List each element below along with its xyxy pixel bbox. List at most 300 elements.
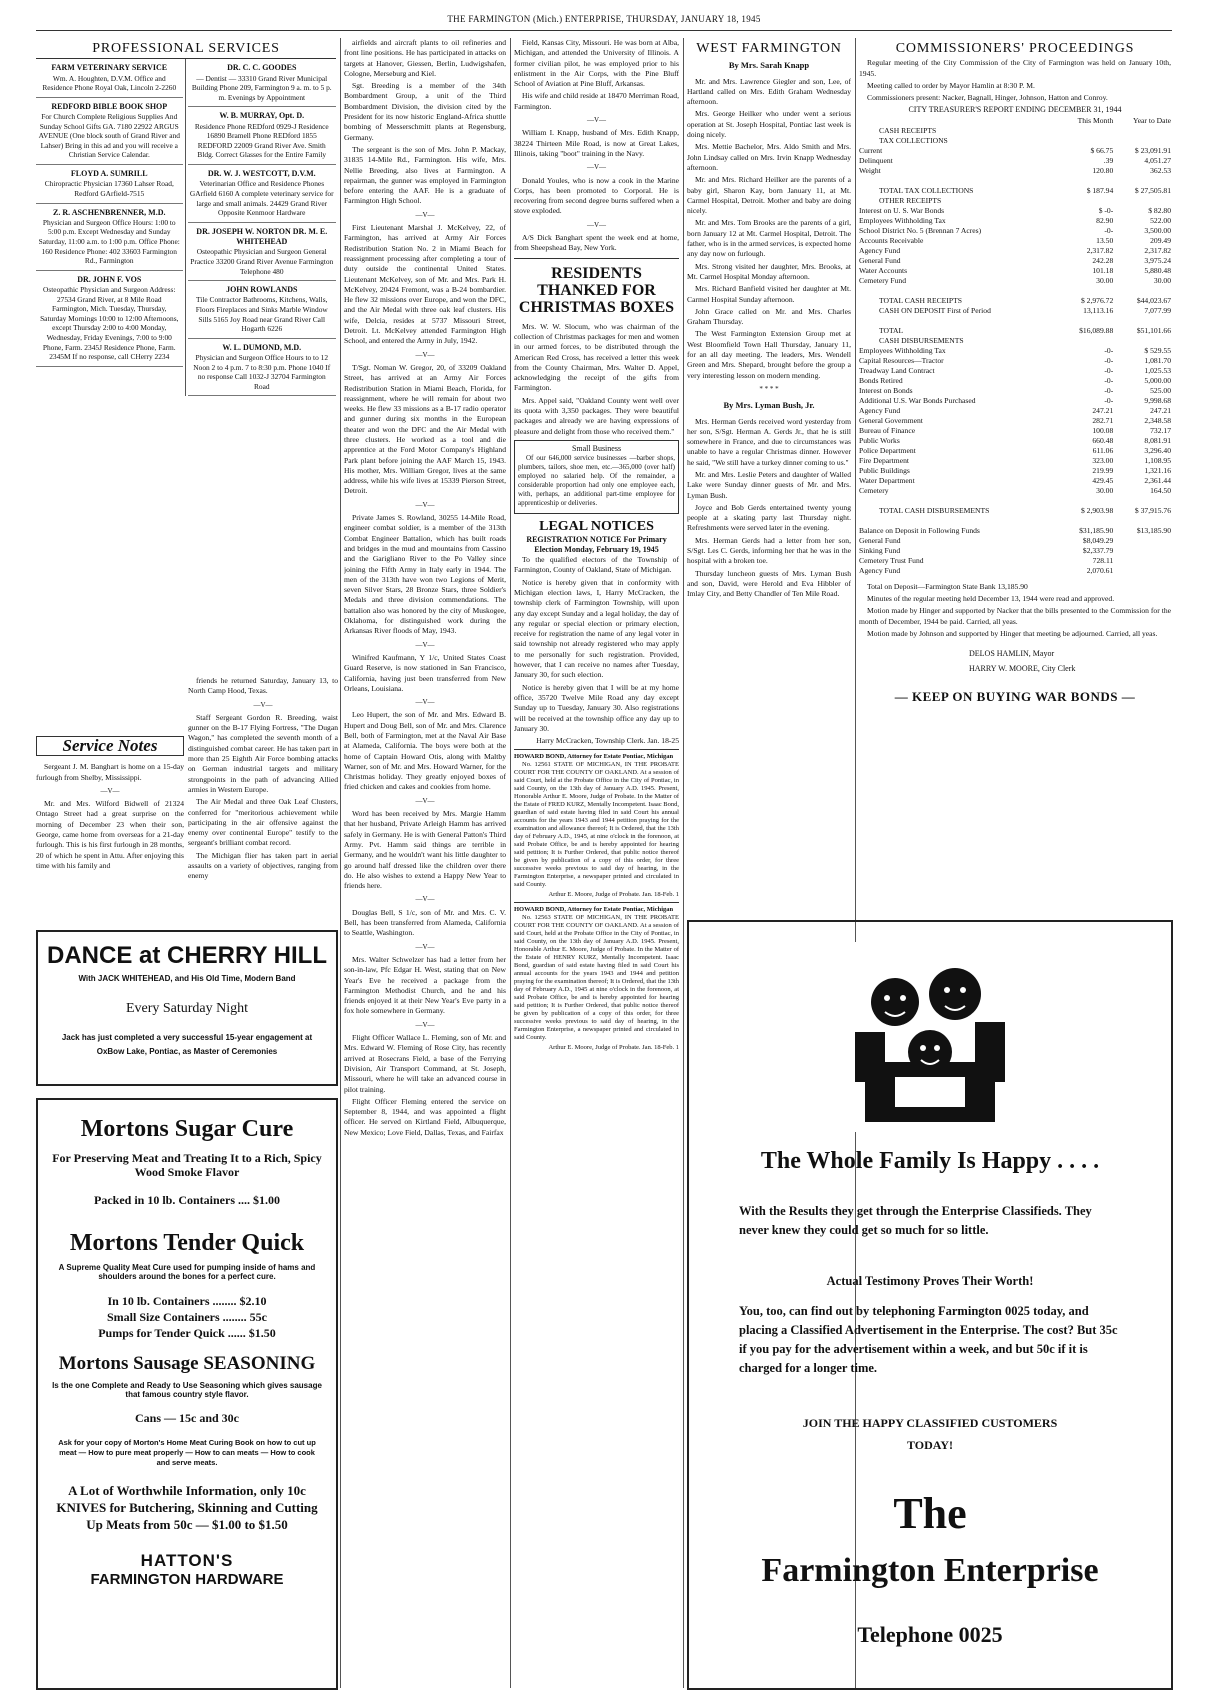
report-amount: 2,361.44 [1144,475,1171,485]
report-label: Employees Withholding Tax [859,215,946,225]
report-row [859,476,1171,486]
report-amount: 2,348.58 [1144,415,1171,425]
report-label: School District No. 5 (Brennan 7 Acres) [859,225,982,235]
ad-text: A Lot of Worthwhile Information, only 10c [68,1483,306,1498]
report-amount: -0- [1104,345,1114,355]
report-row [859,226,1171,236]
column-news-legal [514,38,679,1688]
report-label: General Fund [859,255,901,265]
separator: —V— [415,640,435,649]
hardware-logo: FARMINGTON HARDWARE [90,1571,284,1588]
report-amount: 164.50 [1150,485,1171,495]
report-amount: 100.08 [1092,425,1114,435]
report-amount: 728.11 [1092,555,1114,565]
west-farmington-column [687,38,851,1048]
report-amount [1113,196,1171,206]
business-card [36,204,183,271]
service-notes-right [188,676,338,916]
article-paragraph: Sgt. Breeding is a member of the 34th Bombardment Group, a unit of the Third Bombardment Division, the division cited by the President for its now historic England-Africa shuttle bombing of Messerschmitt plants at Regensburg, Germany. [344,81,506,142]
article-paragraph: The Michigan flier has taken part in aerial assaults on a variety of objectives, ranging from enemy [188,850,338,881]
section-title: PROFESSIONAL SERVICES [92,41,280,56]
report-amount: $13,185.90 [1136,525,1171,535]
dance-schedule: Every Saturday Night [125,1001,249,1016]
report-row [859,316,1171,326]
report-amount: $ 82.80 [1148,205,1171,215]
report-label: Delinquent [859,155,893,165]
article-paragraph: Douglas Bell, S 1/c, son of Mr. and Mrs. C. V. Bell, has been transferred from Alameda, California to Seattle, Washington. [344,907,506,938]
report-row [859,256,1171,266]
report-amount [1113,516,1171,526]
section-title: COMMISSIONERS' PROCEEDINGS [895,41,1135,56]
report-row [859,346,1171,356]
report-amount: $ 23,091.91 [1134,145,1171,155]
card-details: Osteopathic Physician and Surgeon General Practice 33200 Grand River Avenue Farmington Telephone 480 [190,247,334,276]
separator: * * * * [759,384,779,393]
column-service-news [344,38,506,1688]
report-label: Employees Withholding Tax [859,345,946,355]
report-amount: $ 187.94 [1086,185,1114,195]
report-label: General Fund [859,535,901,545]
report-amount: 1,108.95 [1144,455,1171,465]
report-row [859,436,1171,446]
probate-signature: Arthur E. Moore, Judge of Probate. Jan. 18-Feb. 1 [548,891,679,899]
report-label: CASH RECEIPTS [879,125,937,135]
card-details: Physician and Surgeon Office Hours to to 12 Noon 2 to 4 p.m. 7 to 8:30 p.m. Phone 1040 If no response Call 1032-J 32704 Farmington Road [193,353,331,391]
minutes-paragraph: Minutes of the regular meeting held December 13, 1944 were read and approved. [867,594,1115,604]
report-amount: -0- [1104,375,1114,385]
report-label: TOTAL CASH DISBURSEMENTS [879,505,990,515]
card-details: Tile Contractor Bathrooms, Kitchens, Walls, Floors Fireplaces and Sinks Marble Window Sills 5165 Joy Road near Grand River Call Hogarth 6226 [195,295,328,334]
dance-title: DANCE at CHERRY HILL [46,942,328,969]
report-row [859,486,1171,496]
ad-price: Pumps for Tender Quick ...... $1.50 [98,1326,276,1340]
card-details: Chiropractic Physician 17360 Lahser Road, Redford GArfield-7515 [44,179,174,198]
probate-notice: No. 12561 STATE OF MICHIGAN, IN THE PROBATE COURT FOR THE COUNTY OF OAKLAND. At a session of said Court, held at the Probate Office in the City of Pontiac, in said County, on the 13th day of January A.D. 1945. Present, Honorable Arthur E. Moore, Judge of Probate. In the Matter of the Estate of FRED KURZ, Mentally Incompetent. Isaac Bond, guardian of said estate having filed in said Court his annual accounts for the years 1943 and 1944 petition praying for the examination and allowance thereof; It is Ordered, that the 13th day of February A.D., 1945, at nine o'clock in the forenoon, at said Probate Office, be and is hereby appointed for hearing said petition; It is Further Ordered, that public notice thereof be given by publication of a copy of this order, for three successive weeks previous to said day of hearing, in the Farmington Enterprise, a newspaper printed and circulated in said County. [514,761,679,889]
separator: —V— [415,942,435,951]
report-row [859,526,1171,536]
card-details: Physician and Surgeon Office Hours: 1:00 to 5:00 p.m. Except Wednesday and Sunday Saturday, 11:00 a.m. to 1:00 p.m. Office Phone: 160 Residence Phone: 402 33603 Farmington Rd., Farmington [38,217,180,266]
news-item: Mrs. Herman Gerds received word yesterday from her son, S/Sgt. Herman A. Gerds Jr., that he is still somewhere in France, and due to circumstances was unable to have a regular Christmas dinner. However he said, "We still have a turkey dinner coming to us." [687,416,851,467]
report-amount: -0- [1104,225,1114,235]
report-amount [1113,126,1171,136]
report-label: General Government [859,415,923,425]
report-amount: 30.00 [1153,275,1171,285]
separator: —V— [586,116,607,125]
ad-price: Cans — 15c and 30c [134,1411,239,1425]
report-amount: 1,025.53 [1144,365,1171,375]
report-amount: $2,337.79 [1082,545,1114,555]
news-item: The West Farmington Extension Group met at West Bloomfield Town Hall Thursday, January 11, for an all day meeting. The leaders, Mrs. Wendell Green and Mrs. Shepard, brought before the group a very interesting lesson on modern mending. [687,329,851,380]
column-rule [683,38,684,1688]
paper-name: Farmington Enterprise [761,1552,1099,1589]
report-amount: -0- [1104,365,1114,375]
column-header: This Month [1077,115,1114,125]
report-amount: $44,023.67 [1136,295,1171,305]
left-card-column [36,59,186,396]
report-amount: 323.00 [1092,455,1114,465]
report-amount: -0- [1104,355,1114,365]
report-amount: $31,185.90 [1079,525,1114,535]
report-amount: $ 529.55 [1144,345,1171,355]
card-name: W. L. DUMOND, M.D. [222,342,302,352]
card-details: Osteopathic Physician and Surgeon Address: 27534 Grand River, at 8 Mile Road Farmington, Mich. Tuesday, Thursday, Saturday Mornings 10:00 to 12:00 Afternoons, except Thursday 2:00 to 4:00 Monday, Wednesday, Friday Evenings, 7:00 to 9:00 Phone, Farm. 2345J Residence Phone, Farm. 2345M If no response, call CHerry 2234 [40,285,179,362]
legal-paragraph: Notice is hereby given that I will be at my home office, 35720 Twelve Mile Road any day except Sunday up to Tuesday, January 30. Also registrations will be received at the township office any day up to January 30. [514,682,679,733]
report-row [859,216,1171,226]
report-row [859,496,1171,506]
report-row [859,386,1171,396]
report-label: TAX COLLECTIONS [879,135,948,145]
report-amount: 3,500.00 [1144,225,1171,235]
card-name: FLOYD A. SUMRILL [70,169,148,179]
professional-services [36,38,336,658]
news-item: Joyce and Bob Gerds entertained twenty young people at a skating party last Thursday night. Refreshments were served later in the evening. [687,502,851,533]
probate-signature: Arthur E. Moore, Judge of Probate. Jan. 18-Feb. 1 [548,1044,679,1052]
right-card-column [186,59,336,396]
dance-note: Jack has just completed a very successful 15-year engagement at OxBow Lake, Pontiac, as Master of Ceremonies [61,1033,313,1056]
report-label: Water Accounts [859,265,908,275]
card-name: DR. W. J. WESTCOTT, D.V.M. [207,169,316,179]
article-paragraph: Mrs. W. W. Slocum, who was chairman of the collection of Christmas packages for men and women in our armed forces, to be distributed through the American Red Cross, has received a letter this week from the County Chairman, Mrs. Walter D. Appel, acknowledging the receipt of the gifts from Farmington. [514,321,679,393]
report-row [859,136,1171,146]
article-paragraph: T/Sgt. Noman W. Gregor, 20, of 33209 Oakland Street, has arrived at an Army Air Forces Redistribution Station in Miami Beach, Florida, for reassignment, where he will remain for about two weeks. He flew 33 missions as a B-17 radio operator and gunner during six months in the European theater and won the DFC and the Air Medal with three clusters. He worked as a tool and die apprentice at the Ford Motor Company's Highland Park plant before joining the AAF March 15, 1943. His mother, Mrs. William Gregor, lives at the same address, while his wife lives at 15339 Pierson Street, Detroit. [344,362,506,496]
article-paragraph: The Air Medal and three Oak Leaf Clusters, conferred for "meritorious achievement while participating in the air offensive against the enemy over continental Europe" testify to the sergeant's brilliant combat record. [188,797,338,848]
probate-head: HOWARD BOND, Attorney for Estate Pontiac, Michigan [514,906,674,914]
report-row [859,126,1171,136]
separator: —V— [415,350,435,359]
article-paragraph: Field, Kansas City, Missouri. He was born at Alba, Michigan, and attended the University of Illinois. A former civilian pilot, he was employed prior to his enlistment in the Air Corps, with the Pine Bluff School of Aviation at Pine Bluff, Arkansas. [514,38,679,89]
separator: —V— [415,1020,435,1029]
report-amount: 82.90 [1096,215,1114,225]
report-label [859,496,1059,506]
ad-heading: Mortons Sugar Cure [80,1116,294,1142]
west-farmington-news [687,77,851,381]
ad-text: KNIVES for Butchering, Skinning and Cutting Up Meats from 50c — $1.00 to $1.50 [56,1500,318,1532]
masthead: THE FARMINGTON (Mich.) ENTERPRISE, THURSDAY, JANUARY 18, 1945 [447,14,761,24]
report-label: Cemetery [859,485,889,495]
report-amount: 5,000.00 [1144,375,1171,385]
report-row [859,286,1171,296]
report-label: Additional U.S. War Bonds Purchased [859,395,976,405]
commissioners-column [859,38,1171,818]
report-label: CASH ON DEPOSIT First of Period [879,305,991,315]
minutes-paragraph: Regular meeting of the City Commission of the City of Farmington was held on January 10th, 1945. [859,58,1171,78]
report-label: Public Buildings [859,465,910,475]
separator: —V— [415,500,435,509]
card-name: W. B. MURRAY, Opt. D. [219,111,305,121]
card-details: Wm. A. Houghten, D.V.M. Office and Residence Phone Royal Oak, Lincoln 2-2260 [42,73,177,93]
mortons-ad [36,1098,338,1690]
news-item: Mrs. Herman Gerds had a letter from her son, S/Sgt. Les C. Gerds, informing her that he was in the hospital with a broken toe. [687,535,851,566]
news-item: Mr. and Mrs. Lawrence Giegler and son, Lee, of Hartland called on Mrs. Edith Graham Wednesday afternoon. [687,76,851,107]
report-amount [1113,336,1171,346]
report-amount: 4,051.27 [1144,155,1171,165]
ad-heading: Mortons Sausage SEASONING [58,1353,316,1374]
report-row [859,416,1171,426]
box-title: Small Business [571,443,622,453]
paper-name-the: The [893,1489,967,1538]
card-details: Residence Phone REDford 0929-J Residence 16890 Bramell Phone REDford 1855 REDFORD 22009 Grand River Ave. Smith Bldg. Correct Glasses for the Entire Family [194,121,329,160]
report-row [859,546,1171,556]
report-amount: -0- [1104,395,1114,405]
report-amount: 2,317.82 [1086,245,1114,255]
business-card [36,98,183,165]
card-name: DR. JOSEPH W. NORTON DR. M. E. WHITEHEAD [196,226,328,247]
report-amount: 242.28 [1092,255,1114,265]
ad-price: Packed in 10 lb. Containers .... $1.00 [93,1193,280,1207]
report-label [859,516,1059,526]
ad-text: With the Results they get through the Enterprise Classifieds. They never knew they could get so much for so little. [739,1204,1092,1237]
report-row [859,266,1171,276]
report-label: Agency Fund [859,405,901,415]
card-name: JOHN ROWLANDS [226,285,298,295]
report-amount: $51,101.66 [1136,325,1171,335]
report-label: Water Department [859,475,915,485]
article-paragraph: Mr. and Mrs. Wilford Bidwell of 21324 Ontago Street had a great surprise on the morning of December 23 when their son, George, came home from overseas for a 21-day furlough. This is his first furlough in 28 months, 20 of which he spent in Attu. After enjoying this time with his family and [36,799,184,870]
report-label: Cemetery Trust Fund [859,555,924,565]
report-label: Weight [859,165,881,175]
report-row [859,356,1171,366]
report-row [859,426,1171,436]
report-row [859,146,1171,156]
news-item: Mrs. George Heilker who under went a serious operation at St. Joseph Hospital, Pontiac last week is doing nicely. [687,109,851,140]
report-label: Public Works [859,435,900,445]
report-row [859,396,1171,406]
card-details: For Church Complete Religious Supplies And Sunday School Gifts GA. 7180 22922 ARGUS AVENUE (One block south of Grand River and Lahser) Bring in this ad and you will receive a Christian Service Calendar. [38,112,180,160]
report-row [859,536,1171,546]
report-amount: $ 37,915.76 [1134,505,1171,515]
report-amount: 13,113.16 [1083,305,1114,315]
ad-text: You, too, can find out by telephoning Farmington 0025 today, and placing a Classified Advertisement in the Enterprise. The cost? But 35c if you pay for the advertisement within a week, and but 50c if it is charged for a longer time. [739,1304,1118,1375]
report-row [859,336,1171,346]
business-card [188,223,336,281]
report-amount [1059,136,1113,146]
article-paragraph: Word has been received by Mrs. Margie Hamm that her husband, Private Arleigh Hamm has arrived safely in Germany. He is with General Patton's Third Army. Pvt. Hamm said things are terrible in Germany, and he wouldn't want his little daughter to go around half dressed like the children over there do. He also wishes to extend a Happy New Year to friends here. [344,809,506,891]
treasurer-report-table [859,116,1171,576]
business-card [188,165,336,223]
report-amount: 429.45 [1092,475,1114,485]
report-row [859,176,1171,186]
legal-subhead: REGISTRATION NOTICE For Primary Election Monday, February 19, 1945 [526,534,667,554]
report-amount: 101.18 [1092,265,1114,275]
report-label: Police Department [859,445,916,455]
report-row [859,156,1171,166]
business-card [36,59,183,97]
business-card [188,281,336,339]
article-paragraph: Donald Youles, who is now a cook in the Marine Corps, has been promoted to Corporal. He is recovering from second degree burns suffered when a stove exploded. [514,175,679,216]
ad-text: Is the one Complete and Ready to Use Seasoning which gives sausage that famous country style flavor. [52,1381,322,1399]
legal-paragraph: To the qualified electors of the Township of Farmington, County of Oakland, State of Michigan. [514,555,679,575]
separator: —V— [100,786,120,795]
report-row [859,566,1171,576]
report-amount: 732.17 [1150,425,1171,435]
news-item: Thursday luncheon guests of Mrs. Lyman Bush and son, David, were Herold and Eva Hibbler of Imlay City, and Betty Chandler of Ten Mile Road. [687,568,851,599]
report-amount: 8,081.91 [1144,435,1171,445]
report-label: Bonds Retired [859,375,903,385]
report-amount: -0- [1104,385,1114,395]
separator: —V— [415,895,435,904]
report-amount [1059,336,1113,346]
news-item: Mr. and Mrs. Richard Heilker are the parents of a baby girl, Sharon Kay, born January 11, at Mt. Carmel Hospital, Detroit. Mother and baby are doing nicely. [687,175,851,216]
report-amount: 362.53 [1150,165,1171,175]
report-amount: $ 66.75 [1090,145,1114,155]
report-label: TOTAL TAX COLLECTIONS [879,185,974,195]
news-item: Mr. and Mrs. Tom Brooks are the parents of a girl, born January 12 at Mt. Carmel Hospital, Detroit. The father, who is in the armed services, is expected home any day now on furlough. [687,218,851,259]
article-paragraph: Private James S. Rowland, 30255 14-Mile Road, engineer combat soldier, is a member of the 313th Combat Engineer Battalion, which has built roads and bridges in the mud and mountains from Cassino and the Garigliano River to the Po Valley since joining the Fifth Army in Italy early in 1944. The men of the 313th have won two Legions of Merit, seven Silver Stars, 28 Bronze Stars, three Soldier's Medals and three division commendations. The battalion also was honored by the city of Muskogee, Oklahoma, for distinguished work during the Arkansas River floods of May, 1943. [344,513,506,636]
probate-notice: No. 12563 STATE OF MICHIGAN, IN THE PROBATE COURT FOR THE COUNTY OF OAKLAND. At a session of said Court, held at the Probate Office in the City of Pontiac, in said County, on the 13th day of January A.D. 1945. Present, Honorable Arthur E. Moore, Judge of Probate. In the Matter of the Estate of HENRY KURZ, Mentally Incompetent. Isaac Bond, guardian of said estate having filed in said Court his annual accounts for the years 1943 and 1944 and petition praying for the examination thereof; It is Ordered, that the 13th day of February A.D., 1945 at nine o'clock in the forenoon, at said Probate Office, be and is hereby appointed for hearing said petition; It is Further Ordered, that public notice thereof be given by publication of a copy of this order, for three successive weeks previous to said day of hearing, in the Farmington Enterprise, a newspaper printed and circulated in said County. [514,914,679,1042]
report-amount: 1,081.70 [1144,355,1171,365]
column-rule [340,38,341,1688]
separator: —V— [253,700,273,709]
separator: —V— [586,163,607,172]
report-amount [1059,196,1113,206]
section-title: WEST FARMINGTON [696,41,842,56]
report-amount [1059,286,1113,296]
happy-family-illustration [835,942,1025,1132]
service-notes-left [36,676,184,916]
report-label: Fire Department [859,455,909,465]
legal-signature: Harry McCracken, Township Clerk. Jan. 18-25 [536,736,679,746]
report-amount [1059,176,1113,186]
news-item: Mrs. Richard Banfield visited her daughter at Mt. Carmel Hospital Sunday afternoon. [687,284,851,304]
report-row [859,366,1171,376]
report-amount [1059,316,1113,326]
card-name: REDFORD BIBLE BOOK SHOP [51,101,168,111]
report-amount [1113,176,1171,186]
ad-text: For Preserving Meat and Treating It to a Rich, Spicy Wood Smoke Flavor [52,1151,322,1179]
report-row [859,186,1171,196]
legal-paragraph: Notice is hereby given that in conformity with Michigan election laws, I, Harry McCracken, the township clerk of Farmington Township, will upon any day except Sunday and a legal holiday, the day of any regular or special election or primary election, receive for registration the name of any legal voter in said township not already registered who may apply to me personally for such registration. Provided, however, that I can receive no names after Tuesday, January 30, for such election. [514,577,679,680]
separator: —V— [586,220,607,229]
article-paragraph: The sergeant is the son of Mrs. John P. Mackay, 31835 14-Mile Rd., Farmington. His wife, Mrs. Nellie Breeding, also lives at Farmington. A repairman, the gunner was employed in Farmington before entering the AAF. He is a graduate of Farmington High School. [344,144,506,206]
minutes-paragraph: Meeting called to order by Mayor Hamlin at 8:30 P. M. [867,80,1035,90]
report-row [859,206,1171,216]
report-amount: 2,070.61 [1086,565,1114,575]
report-amount: $ -0- [1098,205,1114,215]
article-paragraph: Staff Sergeant Gordon R. Breeding, waist gunner on the B-17 Flying Fortress, "The Dugan Wagon," has completed the seventh month of a distinguished combat career. He has taken part in more than 25 Eighth Air Force bombing attacks on German industrial targets and military strongpoints in the path of advancing Allied armies in Western Europe. [188,712,338,794]
paper-telephone: Telephone 0025 [857,1622,1003,1647]
report-label: CASH DISBURSEMENTS [879,335,964,345]
service-notes-title: Service Notes [36,736,184,756]
report-amount: 525.00 [1150,385,1171,395]
small-business-box [514,440,679,514]
report-label: Capital Resources—Tractor [859,355,944,365]
report-amount [1059,516,1113,526]
report-label: Cemetery Fund [859,275,907,285]
report-row [859,306,1171,316]
article-paragraph: Mrs. Walter Schwelzer has had a letter from her son-in-law, Pfc Edgar H. West, stating that on New Year's Eve he received a package from the Farmington Methodist Church, and he and his friends enjoyed it at their New Year's Eve party in a fox hole somewhere in Germany. [344,954,506,1016]
report-amount [1113,556,1171,566]
report-amount: $8,049.29 [1082,535,1114,545]
article-paragraph: friends he returned Saturday, January 13, to North Camp Hood, Texas. [188,676,338,696]
report-amount: 1,321.16 [1144,465,1171,475]
masthead-rule [36,30,1172,31]
report-row [859,446,1171,456]
report-row [859,246,1171,256]
ad-text: Actual Testimony Proves Their Worth! [826,1274,1034,1288]
news-item: Mr. and Mrs. Leslie Peters and daughter of Walled Lake were Sunday dinner guests of Mr. and Mrs. Lyman Bush. [687,469,851,500]
column-header: Year to Date [1132,115,1171,125]
byline: By Mrs. Sarah Knapp [728,60,810,71]
minutes-paragraph: Commissioners present: Nacker, Bagnall, Hinger, Johnson, Hatton and Conroy. [867,93,1108,103]
dance-ad [36,930,338,1086]
report-label: Bureau of Finance [859,425,916,435]
report-label: Interest on U. S. War Bonds [859,205,945,215]
classified-ad [687,920,1173,1690]
clerk-signature: HARRY W. MOORE, City Clerk [969,663,1076,673]
report-label: Sinking Fund [859,545,901,555]
news-item: John Grace called on Mr. and Mrs. Charles Graham Thursday. [687,306,851,327]
probate-head: HOWARD BOND, Attorney for Estate Pontiac, Michigan [514,753,674,761]
report-amount: 611.06 [1092,445,1114,455]
business-card [188,339,336,397]
ad-text: Ask for your copy of Morton's Home Meat Curing Book on how to cut up meat — How to pure meat properly — How to can meats — How to cook and serve meats. [58,1438,316,1467]
report-row [859,296,1171,306]
column-rule [510,38,511,1688]
report-amount: 2,317.82 [1144,245,1171,255]
business-card [36,165,183,203]
report-amount: 120.80 [1092,165,1114,175]
report-amount: 13.50 [1096,235,1114,245]
article-paragraph: Leo Hupert, the son of Mr. and Mrs. Edward B. Hupert and Doug Bell, son of Mr. and Mrs. Clarence Bell, both of Farmington, met at the Naval Air Base at Alameda, California. The boys were both at the home of Captain Howard Otis, along with Maltby Warner, son of Mr. and Mrs. Howard Warner, for the Christmas holiday. They greatly enjoyed boxes of fried chicken and cakes and cookies from home. [344,710,506,792]
report-label [859,316,1059,326]
report-amount: 5,880.48 [1144,265,1171,275]
minutes-paragraph: Total on Deposit—Farmington State Bank 13,185.90 [867,581,1028,591]
report-amount: 3,975.24 [1144,255,1171,265]
business-card [188,107,336,165]
report-label [859,286,1059,296]
report-amount [1113,566,1171,576]
report-label: Accounts Receivable [859,235,924,245]
dance-band: With JACK WHITEHEAD, and His Old Time, Modern Band [78,974,296,983]
report-amount: 3,296.40 [1144,445,1171,455]
card-name: Z. R. ASCHENBRENNER, M.D. [53,207,166,217]
report-row [859,236,1171,246]
report-row [859,456,1171,466]
news-item: Mrs. Mettie Bachelor, Mrs. Aldo Smith and Mrs. John Lindsay called on Mrs. Irvin Knapp Wednesday afternoon. [687,142,851,172]
war-bonds-slogan: — KEEP ON BUYING WAR BONDS — [894,688,1136,704]
separator: —V— [415,210,435,219]
article-paragraph: Winifred Kaufmann, Y 1/c, United States Coast Guard Reserve, is now stationed in San Francisco, California, having just been transferred from New Orleans, Louisiana. [344,652,506,693]
card-name: DR. C. C. GOODES [227,63,297,73]
report-amount [1113,286,1171,296]
ad-heading: The Whole Family Is Happy . . . . [760,1148,1100,1174]
hattons-logo: HATTON'S [140,1551,234,1570]
card-name: FARM VETERINARY SERVICE [51,63,168,73]
report-row [859,326,1171,336]
card-name: DR. JOHN F. VOS [77,274,142,284]
byline: By Mrs. Lyman Bush, Jr. [723,400,815,411]
article-paragraph: His wife and child reside at 18470 Merriman Road, Farmington. [514,91,679,111]
business-card [188,59,336,107]
news-item: Mrs. Strong visited her daughter, Mrs. Brooks, at Mt. Carmel Hospital Monday afternoon. [687,261,851,281]
report-row [859,466,1171,476]
mayor-signature: DELOS HAMLIN, Mayor [969,649,1055,659]
report-row [859,166,1171,176]
separator: —V— [415,796,435,805]
report-amount: 660.48 [1092,435,1114,445]
card-details: — Dentist — 33310 Grand River Municipal Building Phone 209, Farmington 9 a. m. to 5 p. m. Evenings by Appointment [191,73,332,102]
report-amount [1059,496,1113,506]
report-label: OTHER RECEIPTS [879,195,942,205]
box-text: Of our 646,000 service businesses —barber shops, plumbers, tailors, shoe men, etc.—365,000 (over half) employed no salaried help. Of the remainder, a considerable proportion had only one employee each, with, perhaps, an additional part-time employee for apprenticeship or deliveries. [518,454,675,508]
report-label: TOTAL CASH RECEIPTS [879,295,962,305]
report-label: TOTAL [879,325,904,335]
report-row [859,196,1171,206]
report-row [859,376,1171,386]
report-amount: 219.99 [1092,465,1114,475]
report-label: Agency Fund [859,245,901,255]
article-paragraph: Flight Officer Wallace L. Fleming, son of Mr. and Mrs. Edward W. Fleming of Rose City, has recently arrived at Rosecrans Field, a base of the Ferrying Division, Air Transport Command, at St. Joseph, Missouri, where he will take an advanced course in pilot training. [344,1033,506,1094]
